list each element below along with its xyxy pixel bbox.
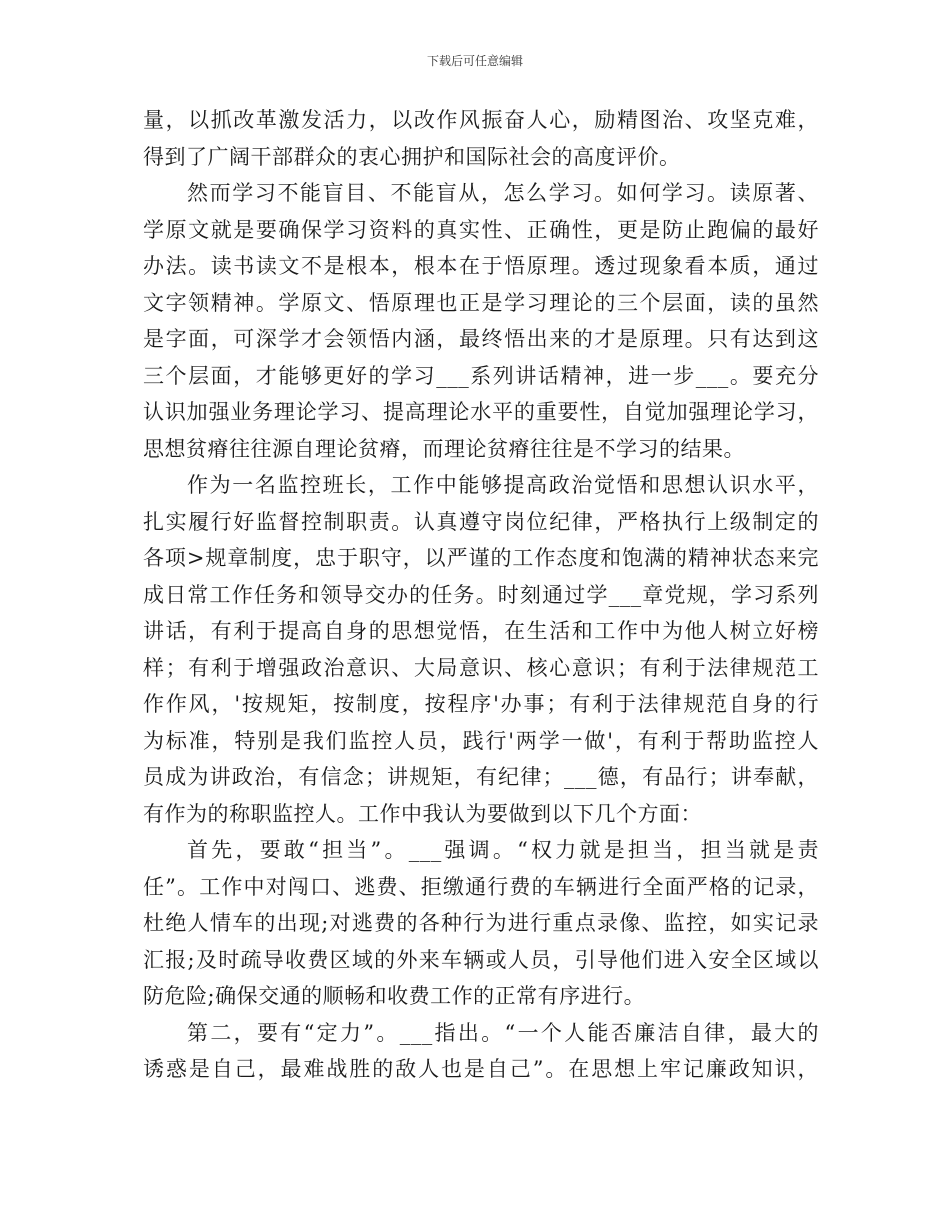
- text-line: 汇报;及时疏导收费区域的外来车辆或人员，引导他们进入安全区域以: [143, 947, 819, 972]
- text-line: 然而学习不能盲目、不能盲从，怎么学习。如何学习。读原著、: [187, 181, 819, 205]
- text-line: 讲话，有利于提高自身的思想觉悟，在生活和工作中为他人树立好榜: [143, 619, 819, 643]
- text-line: 诱惑是自己，最难战胜的敌人也是自己”。在思想上牢记廉政知识，: [143, 1057, 819, 1081]
- text-line: 文字领精神。学原文、悟原理也正是学习理论的三个层面，读的虽然: [143, 290, 819, 315]
- text-line: 成日常工作任务和领导交办的任务。时刻通过学___章党规，学习系列: [143, 582, 819, 607]
- paragraph: [143, 108, 819, 181]
- paragraph: [143, 838, 819, 1021]
- paragraph: [143, 181, 819, 473]
- text-line: 作作风，'按规矩，按制度，按程序'办事；有利于法律规范自身的行: [143, 692, 819, 716]
- text-line: 得到了广阔干部群众的衷心拥护和国际社会的高度评价。: [143, 144, 681, 169]
- text-line: 认识加强业务理论学习、提高理论水平的重要性，自觉加强理论学习，: [143, 400, 819, 424]
- text-line: 为标准，特别是我们监控人员，践行'两学一做'，有利于帮助监控人: [143, 728, 819, 753]
- page-header: 下载后可任意编辑: [426, 54, 523, 68]
- text-line: 防危险;确保交通的顺畅和收费工作的正常有序进行。: [143, 984, 646, 1008]
- text-line: 量，以抓改革激发活力，以改作风振奋人心，励精图治、攻坚克难，: [143, 108, 819, 132]
- text-line: 第二，要有“定力”。___指出。“一个人能否廉洁自律，最大的: [187, 1020, 819, 1045]
- text-line: 员成为讲政治，有信念；讲规矩，有纪律；___德，有品行；讲奉献，: [143, 765, 819, 789]
- text-line: 是字面，可深学才会领悟内涵，最终悟出来的才是原理。只有达到这: [143, 327, 819, 351]
- text-line: 思想贫瘠往往源自理论贫瘠，而理论贫瘠往往是不学习的结果。: [143, 436, 745, 461]
- text-line: 作为一名监控班长，工作中能够提高政治觉悟和思想认识水平，: [187, 473, 819, 497]
- text-line: 学原文就是要确保学习资料的真实性、正确性，更是防止跑偏的最好: [143, 217, 819, 242]
- text-line: 任”。工作中对闯口、逃费、拒缴通行费的车辆进行全面严格的记录，: [143, 874, 819, 899]
- document-body: [143, 108, 819, 1094]
- text-line: 样；有利于增强政治意识、大局意识、核心意识；有利于法律规范工: [143, 655, 819, 680]
- text-line: 各项>规章制度，忠于职守，以严谨的工作态度和饱满的精神状态来完: [143, 546, 819, 570]
- paragraph: [143, 473, 819, 838]
- text-line: 办法。读书读文不是根本，根本在于悟原理。透过现象看本质，通过: [143, 254, 819, 278]
- text-line: 杜绝人情车的出现;对逃费的各种行为进行重点录像、监控，如实记录: [143, 911, 819, 935]
- text-line: 首先，要敢“担当”。___强调。“权力就是担当，担当就是责: [187, 838, 819, 862]
- paragraph: [143, 1021, 819, 1094]
- text-line: 有作为的称职监控人。工作中我认为要做到以下几个方面：: [143, 801, 702, 826]
- text-line: 扎实履行好监督控制职责。认真遵守岗位纪律，严格执行上级制定的: [143, 509, 819, 534]
- text-line: 三个层面，才能够更好的学习___系列讲话精神，进一步___。要充分: [143, 363, 819, 388]
